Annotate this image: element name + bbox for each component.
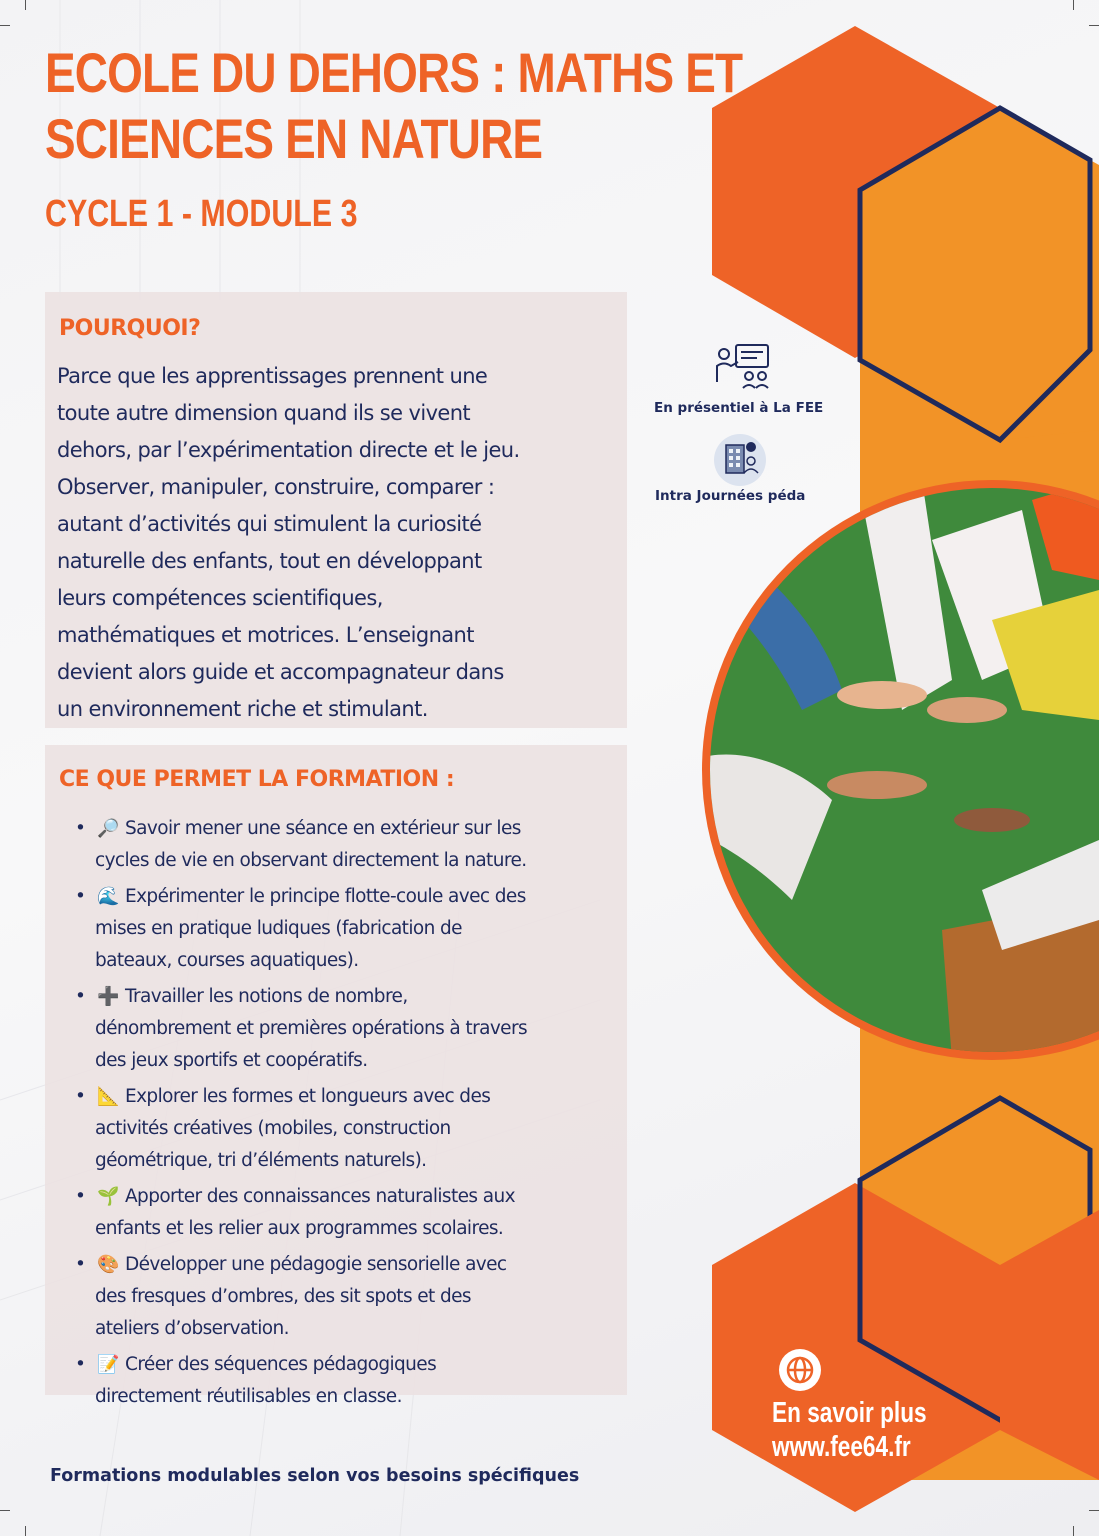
- footer-note: Formations modulables selon vos besoins spécifiques: [50, 1466, 580, 1486]
- intra-label: Intra Journées péda: [655, 488, 806, 504]
- why-line: autant d’activités qui stimulent la curiosité: [57, 512, 482, 536]
- globe-icon[interactable]: [778, 1348, 822, 1392]
- item-line: directement réutilisables en classe.: [95, 1386, 402, 1407]
- item-line: Travailler les notions de nombre,: [125, 986, 408, 1007]
- item-line: mises en pratique ludiques (fabrication de: [95, 918, 462, 939]
- item-line: ateliers d’observation.: [95, 1318, 289, 1339]
- page-subtitle: CYCLE 1 - MODULE 3: [45, 193, 358, 235]
- benefits-panel: [45, 745, 627, 1407]
- set-square-icon: 📐: [97, 1086, 119, 1107]
- crop-mark: [0, 1510, 10, 1511]
- palette-icon: 🎨: [97, 1254, 119, 1275]
- why-line: Observer, manipuler, construire, comparer :: [57, 475, 495, 499]
- benefits-list: [75, 813, 623, 1417]
- crop-mark: [0, 25, 10, 26]
- item-line: Créer des séquences pédagogiques: [125, 1354, 437, 1375]
- item-line: des jeux sportifs et coopératifs.: [95, 1050, 368, 1071]
- why-line: Parce que les apprentissages prennent une: [57, 364, 488, 388]
- list-item: [75, 1349, 623, 1413]
- title-line-1: ECOLE DU DEHORS : MATHS ET: [45, 41, 743, 104]
- list-item: [75, 881, 623, 977]
- benefits-heading: CE QUE PERMET LA FORMATION :: [59, 767, 455, 792]
- item-line: Expérimenter le principe flotte-coule avec des: [125, 886, 526, 907]
- why-line: dehors, par l’expérimentation directe et le jeu.: [57, 438, 520, 462]
- list-item: [75, 1081, 623, 1177]
- item-line: des fresques d’ombres, des sit spots et des: [95, 1286, 471, 1307]
- crop-mark: [25, 0, 26, 10]
- item-line: Explorer les formes et longueurs avec des: [125, 1086, 491, 1107]
- item-line: Savoir mener une séance en extérieur sur les: [125, 818, 521, 839]
- item-line: dénombrement et premières opérations à travers: [95, 1018, 527, 1039]
- why-line: leurs compétences scientifiques,: [57, 586, 383, 610]
- crop-mark: [1073, 1526, 1074, 1536]
- magnifier-icon: 🔎: [97, 818, 119, 839]
- item-line: Apporter des connaissances naturalistes aux: [125, 1186, 515, 1207]
- list-item: [75, 981, 623, 1077]
- list-item: [75, 1181, 623, 1245]
- learn-more-link[interactable]: [772, 1396, 927, 1464]
- item-line: bateaux, courses aquatiques).: [95, 950, 359, 971]
- page-title: [45, 40, 743, 172]
- plus-icon: ➕: [97, 986, 119, 1007]
- why-panel: [45, 292, 627, 728]
- memo-icon: 📝: [97, 1354, 119, 1375]
- wave-icon: 🌊: [97, 886, 119, 907]
- why-heading: POURQUOI?: [59, 316, 201, 341]
- why-line: toute autre dimension quand ils se vivent: [57, 401, 471, 425]
- children-photo: [692, 480, 1099, 1060]
- website-url[interactable]: www.fee64.fr: [772, 1431, 911, 1463]
- crop-mark: [1089, 1510, 1099, 1511]
- seedling-icon: 🌱: [97, 1186, 119, 1207]
- item-line: cycles de vie en observant directement la nature.: [95, 850, 527, 871]
- item-line: enfants et les relier aux programmes scolaires.: [95, 1218, 504, 1239]
- item-line: activités créatives (mobiles, construction: [95, 1118, 451, 1139]
- learn-more-label: En savoir plus: [772, 1397, 927, 1429]
- why-line: devient alors guide et accompagnateur dans: [57, 660, 504, 684]
- why-line: mathématiques et motrices. L’enseignant: [57, 623, 474, 647]
- item-line: géométrique, tri d’éléments naturels).: [95, 1150, 427, 1171]
- list-item: [75, 1249, 623, 1345]
- why-text: [57, 358, 619, 728]
- presentation-icon: [712, 342, 774, 392]
- why-line: naturelle des enfants, tout en développant: [57, 549, 482, 573]
- title-line-2: SCIENCES EN NATURE: [45, 107, 543, 170]
- crop-mark: [1073, 0, 1074, 10]
- list-item: [75, 813, 623, 877]
- crop-mark: [1089, 25, 1099, 26]
- building-icon: [713, 433, 767, 487]
- crop-mark: [25, 1526, 26, 1536]
- onsite-label: En présentiel à La FEE: [654, 400, 824, 416]
- item-line: Développer une pédagogie sensorielle avec: [125, 1254, 507, 1275]
- why-line: un environnement riche et stimulant.: [57, 697, 428, 721]
